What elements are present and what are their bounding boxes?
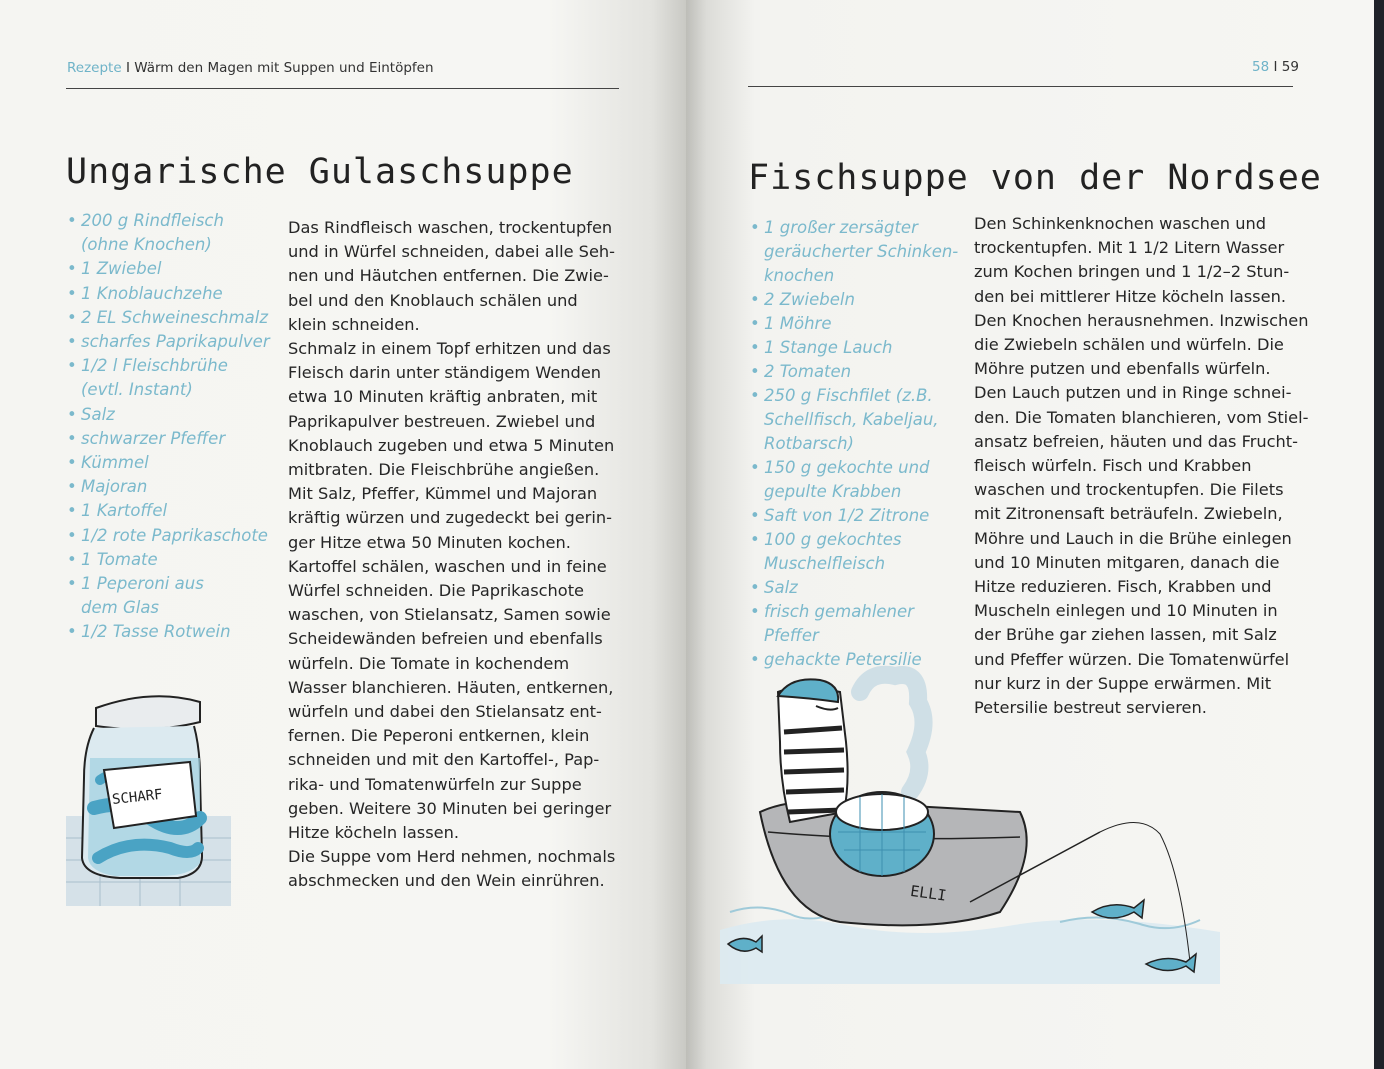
ingredient-line: knochen [764,266,835,285]
method-line: Muscheln einlegen und 10 Minuten in [974,601,1278,621]
ingredient-line: • scharfes Paprikapulver [81,332,270,352]
ingredient-list-fischsuppe [750,216,970,672]
ingredient-item [750,216,970,288]
method-line: geben. Weitere 30 Minuten bei geringer [288,798,612,818]
ingredient-line: • 1 Stange Lauch [764,338,893,357]
method-line: würfeln. Die Tomate in kochendem [288,653,570,673]
method-line: zum Kochen bringen und 1 1/2–2 Stun- [974,262,1290,282]
method-line: Möhre putzen und ebenfalls würfeln. [974,359,1271,379]
page-number-left: 58 [1252,59,1270,75]
method-line: Knoblauch zugeben und etwa 5 Minuten [288,435,615,455]
method-line: Möhre und Lauch in die Brühe einlegen [974,528,1292,548]
jar-label-text: SCHARF [111,786,164,808]
method-line: den bei mittlerer Hitze köcheln lassen. [974,286,1286,306]
method-line: mit Zitronensaft beträufeln. Zwiebeln, [974,504,1283,524]
method-line: bel und den Knoblauch schälen und [288,290,578,310]
ingredient-line: • 1/2 Tasse Rotwein [81,622,231,642]
recipe-title-fischsuppe: Fischsuppe von der Nordsee [748,158,1322,198]
method-line: trockentupfen. Mit 1 1/2 Litern Wasser [974,238,1285,258]
method-line: Würfel schneiden. Die Paprikaschote [288,581,584,601]
method-line: Schmalz in einem Topf erhitzen und das [288,339,611,359]
method-line: Petersilie bestreut servieren. [974,698,1207,718]
right-page [686,0,1374,1069]
page-number-right: 59 [1281,59,1299,75]
method-line: fernen. Die Peperoni entkernen, klein [288,726,590,746]
method-line: und 10 Minuten mitgaren, danach die [974,552,1280,572]
method-line: klein schneiden. [288,314,420,334]
ingredient-item [67,354,272,402]
left-page [0,0,686,1069]
method-line: kräftig würzen und zugedeckt bei gerin- [288,508,612,528]
ingredient-item [750,456,970,504]
method-line: Hitze reduzieren. Fisch, Krabben und [974,577,1272,597]
jar-illustration [60,688,235,910]
ingredient-line: • Majoran [81,477,148,497]
ingredient-item [750,528,970,576]
ingredient-item [67,330,272,354]
ingredient-item [67,427,272,451]
method-line: Fleisch darin unter ständigem Wenden [288,363,602,383]
method-line: schneiden und mit den Kartoffel-, Pap- [288,750,600,770]
method-line: den. Die Tomaten blanchieren, vom Stiel- [974,407,1309,427]
ingredient-line: (evtl. Instant) [81,380,193,400]
method-line: Den Lauch putzen und in Ringe schnei- [974,383,1292,403]
method-line: der Brühe gar ziehen lassen, mit Salz [974,625,1277,645]
ingredient-item [750,384,970,456]
method-line: die Zwiebeln schälen und würfeln. Die [974,335,1284,355]
ingredient-line: • Salz [81,404,115,424]
header-rule [66,88,619,89]
ingredient-item [67,524,272,548]
ingredient-item [67,620,272,644]
ingredient-line: • 200 g Rindfleisch [81,211,224,230]
method-text-gulaschsuppe [288,216,615,894]
method-line: nen und Häutchen entfernen. Die Zwie- [288,266,609,286]
ingredient-item [67,548,272,572]
ingredient-list-gulaschsuppe [67,209,272,645]
method-line: rika- und Tomatenwürfeln zur Suppe [288,774,582,794]
method-line: Scheidewänden befreien und ebenfalls [288,629,603,649]
ingredient-item [67,451,272,475]
method-line: Die Suppe vom Herd nehmen, nochmals [288,847,616,867]
header-chapter: Wärm den Magen mit Suppen und Eintöpfen [134,60,434,76]
ingredient-line: • 1 Knoblauchzehe [81,283,223,303]
ingredient-line: • frisch gemahlener Pfeffer [764,602,914,645]
ingredient-item [67,475,272,499]
ingredient-line: • Salz [764,578,798,597]
page-number-separator: I [1273,59,1278,75]
ingredient-line: Rotbarsch) [764,434,854,453]
ingredient-line: Muschelfleisch [764,554,886,573]
ingredient-item [750,576,970,600]
header-rule-right [748,86,1293,87]
ingredient-line: gepulte Krabben [764,482,902,501]
method-line: waschen und trockentupfen. Die Filets [974,480,1284,500]
ingredient-item [750,312,970,336]
ingredient-line: • 1 Kartoffel [81,501,168,521]
method-line: Mit Salz, Pfeffer, Kümmel und Majoran [288,484,598,504]
method-line: ger Hitze etwa 50 Minuten kochen. [288,532,571,552]
ingredient-item [67,403,272,427]
boat-name-text: ELLI [909,881,948,905]
method-line: würfeln und dabei den Stielansatz ent- [288,702,602,722]
ingredient-line: • 1 Tomate [81,549,158,569]
ingredient-item [750,288,970,312]
cat-in-boat-illustration [720,662,1220,984]
ingredient-item [67,257,272,281]
ingredient-line: • 250 g Fischfilet (z.B. [764,386,933,405]
ingredient-item [67,499,272,523]
ingredient-line: • 100 g gekochtes [764,530,902,549]
ingredient-line: • 150 g gekochte und [764,458,930,477]
ingredient-line: • 2 EL Schweineschmalz [81,307,269,327]
method-line: ansatz befreien, häuten und das Frucht- [974,431,1298,451]
ingredient-line: dem Glas [81,598,160,618]
method-line: und in Würfel schneiden, dabei alle Seh- [288,242,616,262]
ingredient-line: • 1 Peperoni aus [81,574,204,594]
ingredient-line: • Kümmel [81,453,149,473]
ingredient-line: Schellfisch, Kabeljau, [764,410,939,429]
ingredient-line: • 1 Zwiebel [81,259,162,279]
ingredient-line: • 1/2 rote Paprikaschote [81,525,268,545]
method-line: und Pfeffer würzen. Die Tomatenwürfel [974,649,1290,669]
method-line: Den Schinkenknochen waschen und [974,214,1267,233]
ingredient-line: • Saft von 1/2 Zitrone [764,506,930,525]
running-header [67,60,434,76]
ingredient-item [750,336,970,360]
method-line: fleisch würfeln. Fisch und Krabben [974,456,1252,476]
header-separator: I [125,60,130,76]
method-line: Den Knochen herausnehmen. Inzwischen [974,310,1309,330]
ingredient-item [67,282,272,306]
header-section: Rezepte [67,60,122,76]
ingredient-item [750,600,970,648]
ingredient-line: (ohne Knochen) [81,235,212,255]
method-line: abschmecken und den Wein einrühren. [288,871,605,891]
ingredient-line: • 1 großer zersägter [764,218,918,237]
ingredient-line: • schwarzer Pfeffer [81,428,226,448]
ingredient-line: geräucherter Schinken- [764,242,959,261]
method-line: Wasser blanchieren. Häuten, entkernen, [288,677,614,697]
ingredient-item [67,306,272,330]
method-line: mitbraten. Die Fleischbrühe angießen. [288,460,600,480]
method-line: nur kurz in der Suppe erwärmen. Mit [974,673,1272,693]
method-line: Hitze köcheln lassen. [288,823,459,843]
book-edge [1374,0,1384,1069]
method-line: waschen, von Stielansatz, Samen sowie [288,605,611,625]
ingredient-item [750,504,970,528]
ingredient-line: • 1/2 l Fleischbrühe [81,356,228,376]
method-line: Das Rindfleisch waschen, trockentupfen [288,218,613,237]
ingredient-item [67,572,272,620]
method-line: Paprikapulver bestreuen. Zwiebel und [288,411,596,431]
method-line: Kartoffel schälen, waschen und in feine [288,556,607,576]
ingredient-item [750,360,970,384]
ingredient-line: • 2 Tomaten [764,362,852,381]
ingredient-line: • 1 Möhre [764,314,832,333]
ingredient-item [67,209,272,257]
page-numbers [1252,59,1299,75]
method-line: etwa 10 Minuten kräftig anbraten, mit [288,387,598,407]
ingredient-line: • 2 Zwiebeln [764,290,855,309]
recipe-title-gulaschsuppe: Ungarische Gulaschsuppe [66,152,574,192]
ingredient-line: • gehackte Petersilie [764,650,922,669]
method-text-fischsuppe [974,212,1308,720]
